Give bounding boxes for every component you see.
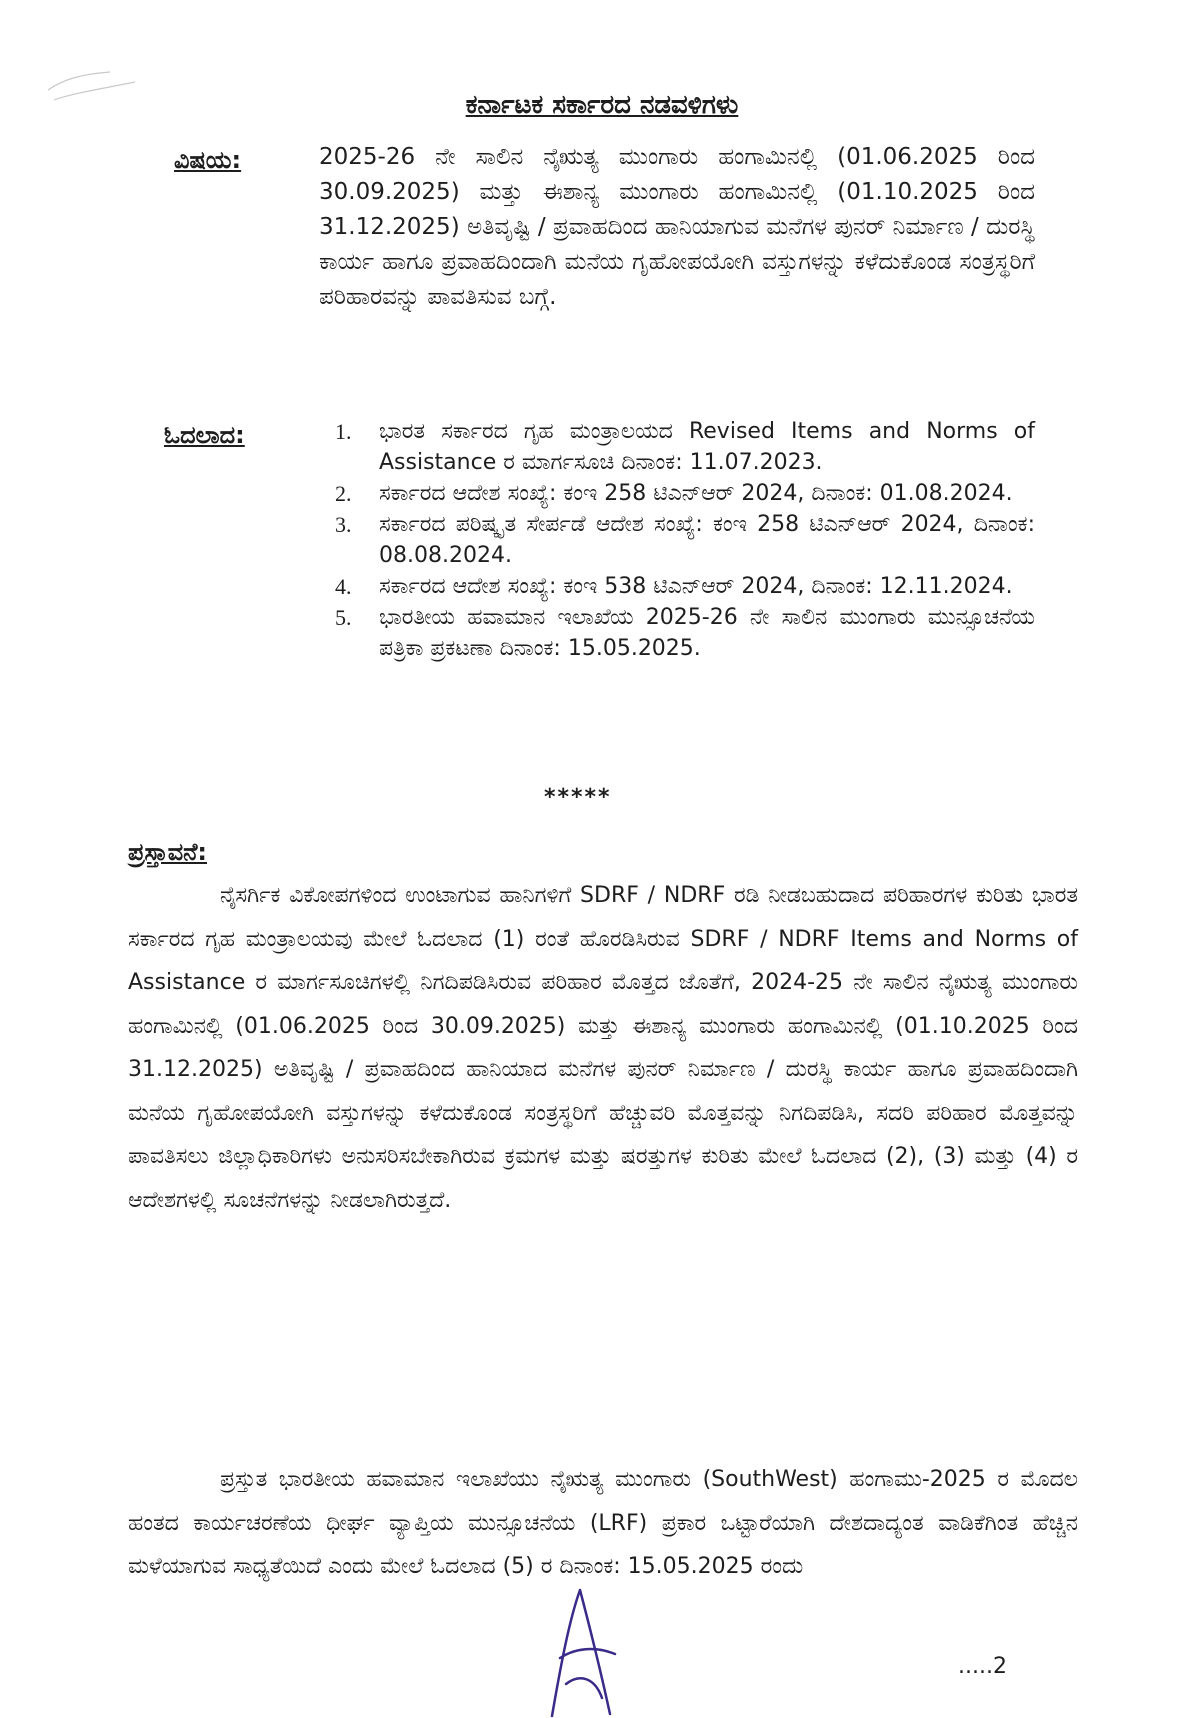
page-number: .....2 [958, 1654, 1007, 1679]
reference-label: ಓದಲಾದ: [164, 421, 245, 449]
reference-item [335, 571, 1035, 602]
reference-item [335, 478, 1035, 509]
reference-number: 4. [335, 574, 352, 599]
margin-scribble [40, 60, 150, 110]
subject-label: ವಿಷಯ: [174, 146, 242, 174]
reference-text: ಸರ್ಕಾರದ ಪರಿಷ್ಕೃತ ಸೇರ್ಪಡೆ ಆದೇಶ ಸಂಖ್ಯೆ: ಕಂಇ 258 ಟಿಎನ್‌ಆರ್ 2024, ದಿನಾಂಕ: 08.08.2024. [379, 512, 1035, 568]
reference-text: ಸರ್ಕಾರದ ಆದೇಶ ಸಂಖ್ಯೆ: ಕಂಇ 258 ಟಿಎನ್‌ಆರ್ 2024, ದಿನಾಂಕ: 01.08.2024. [379, 481, 1013, 506]
signature-mark [540, 1588, 630, 1718]
reference-text: ಭಾರತ ಸರ್ಕಾರದ ಗೃಹ ಮಂತ್ರಾಲಯದ Revised Items and Norms of Assistance ರ ಮಾರ್ಗಸೂಚಿ ದಿನಾಂಕ: 11.07.2023. [379, 419, 1035, 475]
reference-item [335, 509, 1035, 571]
preamble-label: ಪ್ರಸ್ತಾವನೆ: [128, 838, 208, 866]
reference-text: ಭಾರತೀಯ ಹವಾಮಾನ ಇಲಾಖೆಯ 2025-26 ನೇ ಸಾಲಿನ ಮುಂಗಾರು ಮುನ್ಸೂಚನೆಯ ಪತ್ರಿಕಾ ಪ್ರಕಟಣಾ ದಿನಾಂಕ: 15.05.2025. [379, 605, 1035, 661]
reference-list [335, 416, 1035, 664]
reference-text: ಸರ್ಕಾರದ ಆದೇಶ ಸಂಖ್ಯೆ: ಕಂಇ 538 ಟಿಎನ್‌ಆರ್ 2024, ದಿನಾಂಕ: 12.11.2024. [379, 574, 1013, 599]
preamble-paragraph-2: ಪ್ರಸ್ತುತ ಭಾರತೀಯ ಹವಾಮಾನ ಇಲಾಖೆಯು ನೈಋತ್ಯ ಮುಂಗಾರು (SouthWest) ಹಂಗಾಮು-2025 ರ ಮೊದಲ ಹಂತದ ಕಾರ್ಯಚರಣೆಯ ಧೀರ್ಘ ವ್ಯಾಪ್ತಿಯ ಮುನ್ಸೂಚನೆಯ (LRF) ಪ್ರಕಾರ ಒಟ್ಟಾರೆಯಾಗಿ ದೇಶದಾದ್ಯಂತ ವಾಡಿಕೆಗಿಂತ ಹೆಚ್ಚಿನ ಮಳೆಯಾಗುವ ಸಾಧ್ಯತೆಯಿದೆ ಎಂದು ಮೇಲೆ ಓದಲಾದ (5) ರ ದಿನಾಂಕ: 15.05.2025 ರಂದು [128, 1467, 1078, 1579]
reference-number: 2. [335, 481, 352, 506]
reference-number: 1. [335, 419, 352, 444]
reference-number: 5. [335, 605, 352, 630]
preamble-paragraph-1: ನೈಸರ್ಗಿಕ ವಿಕೋಪಗಳಿಂದ ಉಂಟಾಗುವ ಹಾನಿಗಳಿಗೆ SDRF / NDRF ರಡಿ ನೀಡಬಹುದಾದ ಪರಿಹಾರಗಳ ಕುರಿತು ಭಾರತ ಸರ್ಕಾರದ ಗೃಹ ಮಂತ್ರಾಲಯವು ಮೇಲೆ ಓದಲಾದ (1) ರಂತೆ ಹೊರಡಿಸಿರುವ SDRF / NDRF Items and Norms of Assistance ರ ಮಾರ್ಗಸೂಚಿಗಳಲ್ಲಿ ನಿಗದಿಪಡಿಸಿರುವ ಪರಿಹಾರ ಮೊತ್ತದ ಜೊತೆಗೆ, 2024-25 ನೇ ಸಾಲಿನ ನೈಋತ್ಯ ಮುಂಗಾರು ಹಂಗಾಮಿನಲ್ಲಿ (01.06.2025 ರಿಂದ 30.09.2025) ಮತ್ತು ಈಶಾನ್ಯ ಮುಂಗಾರು ಹಂಗಾಮಿನಲ್ಲಿ (01.10.2025 ರಿಂದ 31.12.2025) ಅತಿವೃಷ್ಟಿ / ಪ್ರವಾಹದಿಂದ ಹಾನಿಯಾದ ಮನೆಗಳ ಪುನರ್ ನಿರ್ಮಾಣ / ದುರಸ್ಥಿ ಕಾರ್ಯ ಹಾಗೂ ಪ್ರವಾಹದಿಂದಾಗಿ ಮನೆಯ ಗೃಹೋಪಯೋಗಿ ವಸ್ತುಗಳನ್ನು ಕಳೆದುಕೊಂಡ ಸಂತ್ರಸ್ಥರಿಗೆ ಹೆಚ್ಚುವರಿ ಮೊತ್ತವನ್ನು ನಿಗದಿಪಡಿಸಿ, ಸದರಿ ಪರಿಹಾರ ಮೊತ್ತವನ್ನು ಪಾವತಿಸಲು ಜಿಲ್ಲಾಧಿಕಾರಿಗಳು ಅನುಸರಿಸಬೇಕಾಗಿರುವ ಕ್ರಮಗಳ ಮತ್ತು ಷರತ್ತುಗಳ ಕುರಿತು ಮೇಲೆ ಓದಲಾದ (2), (3) ಮತ್ತು (4) ರ ಆದೇಶಗಳಲ್ಲಿ ಸೂಚನೆಗಳನ್ನು ನೀಡಲಾಗಿರುತ್ತದೆ. [128, 883, 1078, 1213]
reference-number: 3. [335, 512, 352, 537]
document-title: ಕರ್ನಾಟಕ ಸರ್ಕಾರದ ನಡವಳಿಗಳು [465, 90, 739, 120]
section-separator: ***** [544, 785, 612, 810]
reference-item [335, 602, 1035, 664]
reference-item [335, 416, 1035, 478]
subject-text: 2025-26 ನೇ ಸಾಲಿನ ನೈಋತ್ಯ ಮುಂಗಾರು ಹಂಗಾಮಿನಲ್ಲಿ (01.06.2025 ರಿಂದ 30.09.2025) ಮತ್ತು ಈಶಾನ್ಯ ಮುಂಗಾರು ಹಂಗಾಮಿನಲ್ಲಿ (01.10.2025 ರಿಂದ 31.12.2025) ಅತಿವೃಷ್ಟಿ / ಪ್ರವಾಹದಿಂದ ಹಾನಿಯಾಗುವ ಮನೆಗಳ ಪುನರ್ ನಿರ್ಮಾಣ / ದುರಸ್ಥಿ ಕಾರ್ಯ ಹಾಗೂ ಪ್ರವಾಹದಿಂದಾಗಿ ಮನೆಯ ಗೃಹೋಪಯೋಗಿ ವಸ್ತುಗಳನ್ನು ಕಳೆದುಕೊಂಡ ಸಂತ್ರಸ್ಥರಿಗೆ ಪರಿಹಾರವನ್ನು ಪಾವತಿಸುವ ಬಗ್ಗೆ. [319, 144, 1035, 310]
